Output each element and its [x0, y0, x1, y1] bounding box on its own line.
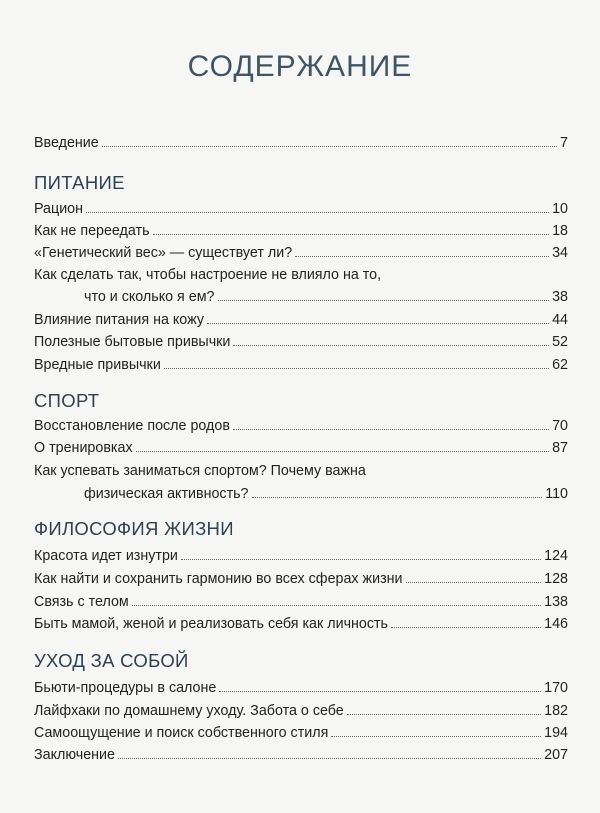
- dot-leader: [347, 714, 541, 715]
- dot-leader: [219, 691, 541, 692]
- toc-entry-label: Восстановление после родов: [34, 418, 230, 434]
- toc-page-number: 124: [544, 548, 568, 564]
- toc-page-number: 170: [544, 680, 568, 696]
- toc-page-number: 62: [552, 357, 568, 373]
- section-heading-sport: СПОРТ: [34, 390, 100, 411]
- toc-entry-label: «Генетический вес» — существует ли?: [34, 245, 293, 261]
- toc-page-number: 87: [552, 440, 568, 456]
- toc-page-number: 207: [544, 747, 568, 763]
- toc-entry[interactable]: [34, 200, 568, 218]
- toc-entry[interactable]: [34, 615, 568, 633]
- toc-entry[interactable]: [34, 570, 568, 588]
- toc-page-number: 44: [552, 312, 568, 328]
- toc-entry-label: Влияние питания на кожу: [34, 312, 204, 328]
- toc-entry-label: Заключение: [34, 747, 115, 763]
- dot-leader: [136, 451, 550, 452]
- section-heading-philosophy: ФИЛОСОФИЯ ЖИЗНИ: [34, 518, 234, 539]
- dot-leader: [181, 559, 541, 560]
- toc-entry-label: Как не переедать: [34, 223, 150, 239]
- toc-entry[interactable]: [34, 311, 568, 329]
- toc-entry[interactable]: [34, 356, 568, 374]
- toc-page-number: 138: [544, 594, 568, 610]
- dot-leader: [86, 212, 549, 213]
- toc-entry-label: Красота идет изнутри: [34, 548, 178, 564]
- section-heading-self-care: УХОД ЗА СОБОЙ: [34, 650, 189, 671]
- toc-entry-label: О тренировках: [34, 440, 133, 456]
- toc-entry-label: Рацион: [34, 201, 84, 217]
- toc-page-number: 18: [552, 223, 568, 239]
- dot-leader: [331, 736, 541, 737]
- toc-page-number: 7: [560, 135, 568, 151]
- dot-leader: [132, 605, 541, 606]
- toc-page-number: 52: [552, 334, 568, 350]
- toc-entry-label: Полезные бытовые привычки: [34, 334, 231, 350]
- toc-entry-intro[interactable]: [34, 134, 568, 152]
- dot-leader: [391, 627, 541, 628]
- toc-page-number: 10: [552, 201, 568, 217]
- dot-leader: [118, 758, 541, 759]
- toc-page-number: 70: [552, 418, 568, 434]
- toc-entry-label: Быть мамой, женой и реализовать себя как личность: [34, 616, 389, 632]
- toc-entry-label: Бьюти-процедуры в салоне: [34, 680, 217, 696]
- toc-entry[interactable]: [34, 222, 568, 240]
- toc-entry[interactable]: [34, 746, 568, 764]
- dot-leader: [233, 345, 549, 346]
- dot-leader: [164, 368, 549, 369]
- dot-leader: [406, 582, 542, 583]
- toc-entry[interactable]: [34, 417, 568, 435]
- toc-entry[interactable]: [34, 439, 568, 457]
- toc-entry-label: Как найти и сохранить гармонию во всех сферах жизни: [34, 571, 403, 587]
- dot-leader: [295, 256, 549, 257]
- toc-entry[interactable]: [84, 485, 568, 503]
- toc-page-number: 128: [544, 571, 568, 587]
- toc-entry-label: Введение: [34, 135, 99, 151]
- toc-entry[interactable]: [34, 333, 568, 351]
- dot-leader: [218, 300, 550, 301]
- toc-entry-label-continuation: физическая активность?: [84, 486, 249, 502]
- toc-entry[interactable]: [34, 547, 568, 565]
- dot-leader: [252, 497, 543, 498]
- toc-entry-label: Лайфхаки по домашнему уходу. Забота о себе: [34, 703, 344, 719]
- toc-entry[interactable]: [34, 679, 568, 697]
- toc-entry-label-line1[interactable]: Как сделать так, чтобы настроение не влияло на то,: [34, 267, 382, 283]
- page-title: СОДЕРЖАНИЕ: [187, 50, 413, 83]
- toc-entry-label: Самоощущение и поиск собственного стиля: [34, 725, 329, 741]
- toc-page-number: 146: [544, 616, 568, 632]
- toc-page-number: 110: [545, 486, 568, 502]
- toc-entry[interactable]: [34, 724, 568, 742]
- toc-page-number: 38: [552, 289, 568, 305]
- toc-entry[interactable]: [84, 288, 568, 306]
- toc-entry[interactable]: [34, 244, 568, 262]
- dot-leader: [102, 146, 557, 147]
- toc-entry-label: Вредные привычки: [34, 357, 161, 373]
- dot-leader: [207, 323, 549, 324]
- dot-leader: [233, 429, 549, 430]
- toc-entry[interactable]: [34, 702, 568, 720]
- toc-entry-label: Связь с телом: [34, 594, 129, 610]
- toc-page-number: 194: [544, 725, 568, 741]
- toc-page-number: 34: [552, 245, 568, 261]
- toc-entry-label-continuation: что и сколько я ем?: [84, 289, 215, 305]
- toc-entry[interactable]: [34, 593, 568, 611]
- dot-leader: [153, 234, 550, 235]
- toc-page-number: 182: [544, 703, 568, 719]
- toc-entry-label-line1[interactable]: Как успевать заниматься спортом? Почему важна: [34, 463, 366, 479]
- section-heading-nutrition: ПИТАНИЕ: [34, 172, 125, 193]
